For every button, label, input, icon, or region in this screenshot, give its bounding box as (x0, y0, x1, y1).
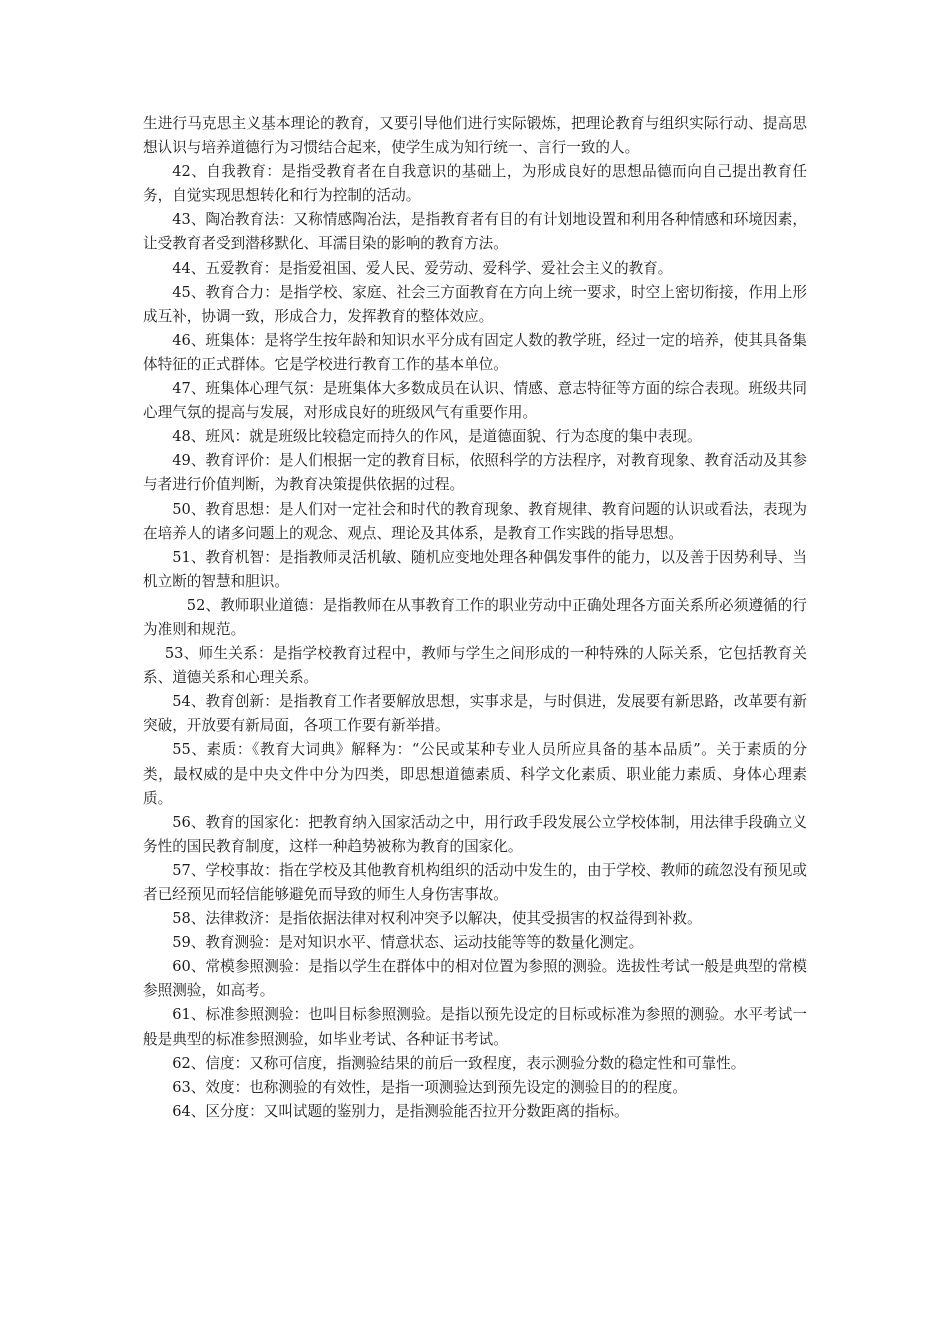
paragraph-continuation: 生进行马克思主义基本理论的教育，又要引导他们进行实际锻炼，把理论教育与组织实际行动、提高思想认识与培养道德行为习惯结合起来，使学生成为知行统一、言行一致的人。 (143, 115, 807, 157)
paragraph-56: 56、教育的国家化：把教育纳入国家活动之中，用行政手段发展公立学校体制，用法律手段确立义务性的国民教育制度，这样一种趋势被称为教育的国家化。 (143, 813, 807, 855)
paragraph-62: 62、信度：又称可信度，指测验结果的前后一致程度，表示测验分数的稳定性和可靠性。 (172, 1054, 746, 1072)
paragraph-55: 55、素质：《教育大词典》解释为：“公民或某种专业人员所应具备的基本品质”。关于素质的分类，最权威的是中央文件中分为四类，即思想道德素质、科学文化素质、职业能力素质、身体心理素质。 (143, 741, 807, 807)
paragraph-47: 47、班集体心理气氛：是班集体大多数成员在认识、情感、意志特征等方面的综合表现。班级共同心理气氛的提高与发展，对形成良好的班级风气有重要作用。 (143, 380, 807, 422)
paragraph-50: 50、教育思想：是人们对一定社会和时代的教育现象、教育规律、教育问题的认识或看法，表现为在培养人的诸多问题上的观念、观点、理论及其体系，是教育工作实践的指导思想。 (143, 500, 807, 542)
paragraph-58: 58、法律救济：是指依据法律对权利冲突予以解决，使其受损害的权益得到补救。 (172, 910, 702, 928)
paragraph-46: 46、班集体：是将学生按年龄和知识水平分成有固定人数的教学班，经过一定的培养，使其具备集体特征的正式群体。它是学校进行教育工作的基本单位。 (143, 331, 807, 373)
paragraph-42: 42、自我教育：是指受教育者在自我意识的基础上，为形成良好的思想品德而向自己提出教育任务，自觉实现思想转化和行为控制的活动。 (143, 163, 807, 205)
paragraph-44: 44、五爱教育：是指爱祖国、爱人民、爱劳动、爱科学、爱社会主义的教育。 (172, 259, 673, 277)
paragraph-61: 61、标准参照测验：也叫目标参照测验。是指以预先设定的目标或标准为参照的测验。水平考试一般是典型的标准参照测验，如毕业考试、各种证书考试。 (143, 1006, 807, 1048)
paragraph-63: 63、效度：也称测验的有效性，是指一项测验达到预先设定的测验目的的程度。 (172, 1078, 687, 1096)
paragraph-45: 45、教育合力：是指学校、家庭、社会三方面教育在方向上统一要求，时空上密切衔接，作用上形成互补，协调一致，形成合力，发挥教育的整体效应。 (143, 283, 807, 325)
paragraph-48: 48、班风：就是班级比较稳定而持久的作风，是道德面貌、行为态度的集中表现。 (172, 428, 702, 446)
paragraph-49: 49、教育评价：是人们根据一定的教育目标，依照科学的方法程序，对教育现象、教育活动及其参与者进行价值判断，为教育决策提供依据的过程。 (143, 452, 807, 494)
paragraph-60: 60、常模参照测验：是指以学生在群体中的相对位置为参照的测验。选拔性考试一般是典型的常模参照测验，如高考。 (143, 958, 807, 1000)
paragraph-43: 43、陶冶教育法：又称情感陶冶法，是指教育者有目的有计划地设置和利用各种情感和环境因素，让受教育者受到潜移默化、耳濡目染的影响的教育方法。 (143, 211, 807, 253)
paragraph-53: 53、师生关系：是指学校教育过程中，教师与学生之间形成的一种特殊的人际关系，它包括教育关系、道德关系和心理关系。 (143, 645, 807, 687)
document-body (143, 112, 807, 1124)
paragraph-51: 51、教育机智：是指教师灵活机敏、随机应变地处理各种偶发事件的能力，以及善于因势利导、当机立断的智慧和胆识。 (143, 548, 807, 590)
paragraph-54: 54、教育创新：是指教育工作者要解放思想，实事求是，与时俱进，发展要有新思路，改革要有新突破，开放要有新局面，各项工作要有新举措。 (143, 693, 807, 735)
paragraph-57: 57、学校事故：指在学校及其他教育机构组织的活动中发生的，由于学校、教师的疏忽没有预见或者已经预见而轻信能够避免而导致的师生人身伤害事故。 (143, 861, 807, 903)
paragraph-64: 64、区分度：又叫试题的鉴别力，是指测验能否拉开分数距离的指标。 (172, 1102, 629, 1120)
paragraph-52: 52、教师职业道德：是指教师在从事教育工作的职业劳动中正确处理各方面关系所必须遵循的行为准则和规范。 (143, 596, 807, 638)
paragraph-59: 59、教育测验：是对知识水平、情意状态、运动技能等等的数量化测定。 (172, 934, 644, 952)
